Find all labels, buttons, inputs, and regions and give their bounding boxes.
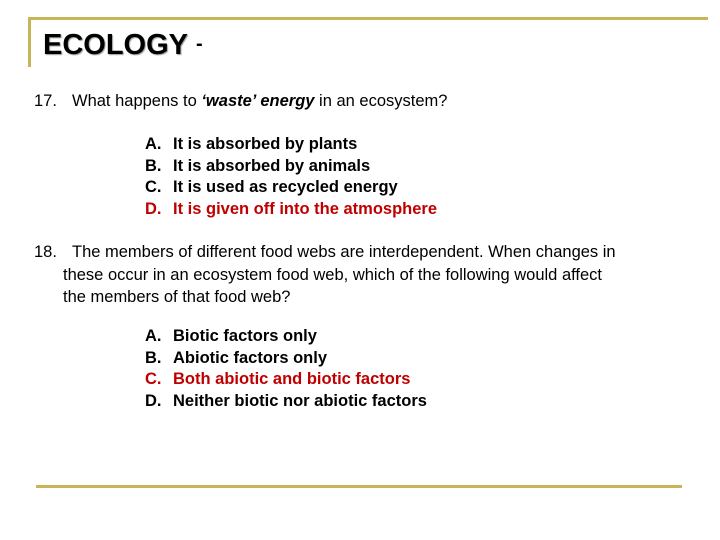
- option-c-correct: [145, 369, 427, 391]
- option-text: It is given off into the atmosphere: [173, 199, 438, 218]
- question-18-options: [145, 326, 427, 412]
- slide-title: [43, 29, 203, 62]
- option-letter: D.: [145, 199, 162, 218]
- option-text: Neither biotic nor abiotic factors: [173, 391, 427, 410]
- question-18: [34, 241, 694, 309]
- option-d: [145, 391, 427, 413]
- title-dash: -: [196, 33, 203, 55]
- left-accent-bar: [28, 17, 31, 67]
- option-text: It is absorbed by plants: [173, 135, 358, 153]
- option-letter: B.: [145, 156, 162, 175]
- question-text: The members of different food webs are interdependent. When changes in: [72, 243, 616, 261]
- option-letter: C.: [145, 370, 162, 388]
- question-number: 18.: [34, 243, 57, 261]
- bottom-divider: [36, 485, 682, 488]
- option-d-correct: [145, 199, 437, 221]
- option-text: It is used as recycled energy: [173, 178, 398, 196]
- question-text-start: What happens to: [72, 92, 202, 110]
- option-b: [145, 156, 437, 178]
- question-line: the members of that food web?: [63, 288, 291, 306]
- title-text: ECOLOGY: [43, 29, 189, 61]
- question-line: [34, 241, 694, 264]
- question-text-end: in an ecosystem?: [314, 92, 448, 110]
- option-b: [145, 348, 427, 370]
- question-text-emphasis: ‘waste’ energy: [201, 92, 315, 110]
- top-divider: [28, 17, 708, 20]
- option-letter: A.: [145, 327, 162, 345]
- option-a: [145, 134, 437, 156]
- question-line: these occur in an ecosystem food web, which of the following would affect: [63, 265, 602, 284]
- option-text: Abiotic factors only: [173, 348, 328, 367]
- option-c: [145, 177, 437, 199]
- option-letter: A.: [145, 135, 162, 153]
- question-17: [34, 90, 447, 113]
- option-text: It is absorbed by animals: [173, 156, 371, 175]
- option-text: Both abiotic and biotic factors: [173, 370, 411, 388]
- option-letter: D.: [145, 391, 162, 410]
- option-text: Biotic factors only: [173, 327, 317, 345]
- option-letter: B.: [145, 348, 162, 367]
- question-number: 17.: [34, 92, 57, 110]
- option-a: [145, 326, 427, 348]
- question-17-options: [145, 134, 437, 220]
- option-letter: C.: [145, 178, 162, 196]
